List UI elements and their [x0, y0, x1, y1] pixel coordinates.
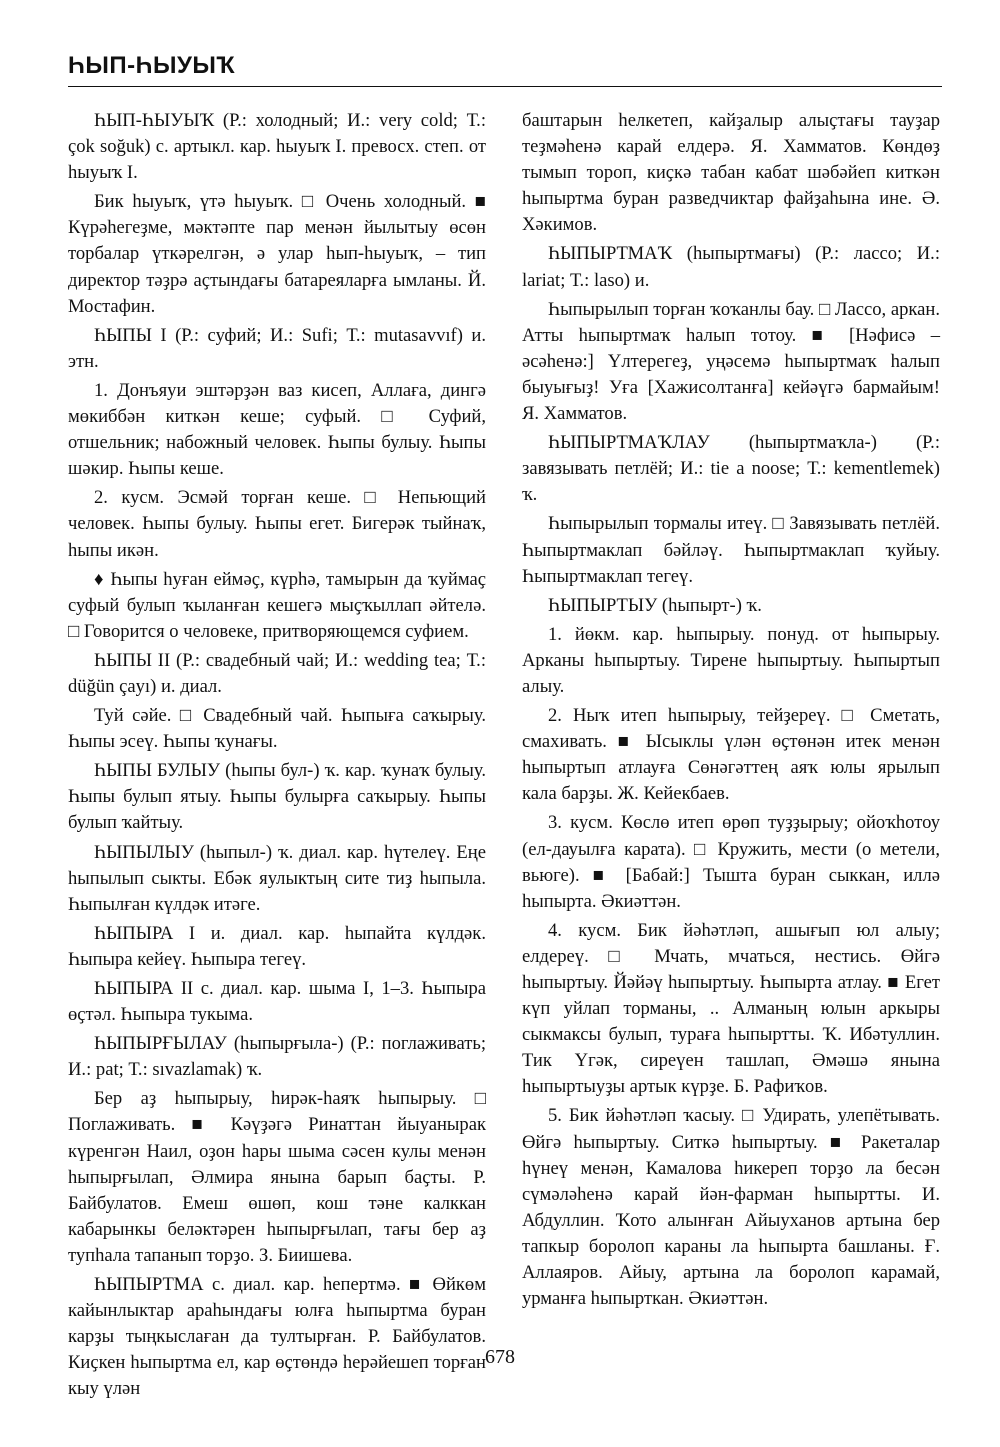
entry-paragraph: Һыпырылып торған ҡоҡанлы бау. □ Лассо, аркан. Атты һыпыртмаҡ һалып тотоу. ■ [Нәфисә – әсәһенә:] Үлтерегеҙ, уңәсемә һыпыртмаҡ һалып быуығыҙ! Уға [Хажисолтанға] кейәүгә бармайым! Я. Хамматов.	[522, 298, 940, 425]
entry-paragraph: Һыпырылып тормалы итеү. □ Завязывать петлёй. Һыпыртмаклап бәйләү. Һыпыртмаклап ҡуйыу. Һыпыртмаклап тегеү.	[522, 513, 940, 587]
entry-paragraph: ҺЫПЫ I (Р.: суфий; И.: Sufi; Т.: mutasavvıf) и. этн.	[68, 324, 486, 372]
entry-paragraph: ҺЫПЫ БУЛЫУ (һыпы бул-) ҡ. кар. ҡунаҡ булыу. Һыпы булып ятыу. Һыпы булырға саҡырыу. Һыпы булып ҡайтыу.	[68, 760, 486, 834]
entry-paragraph: ҺЫП-ҺЫУЫҠ (Р.: холодный; И.: very cold; Т.: çok soğuk) с. артыкл. кар. һыуыҡ I. превосх. степ. от һыуыҡ I.	[68, 110, 486, 184]
entry-paragraph: 5. Бик йәһәтләп ҡасыу. □ Удирать, улепётывать. Өйгә һыпыртыу. Ситкә һыпыртыу. ■ Ракеталар һүнеү менән, Камалова һикереп торҙо ла бесән сүмәләһенә карай йән-фарман һыпыртты. И. Абдуллин. Ҡото алынған Айыуханов артына бер тапкыр боролоп караны ла һыпырта башланы. Ғ. Аллаяров. Айыу, артына ла боролоп карамай, урманға һыпырткан. Әкиәттән.	[522, 1105, 940, 1310]
entry-paragraph: ҺЫПЫРТМАҠ (һыпыртмағы) (Р.: лассо; И.: lariat; Т.: laso) и.	[522, 243, 940, 291]
entry-paragraph: ♦ Һыпы һуған еймәҫ, күрһә, тамырын да ҡуймаҫ суфый булып ҡыланған кешегә мыҫҡыллап әйтелә. □ Говорится о человеке, притворяющемся суфием.	[68, 568, 486, 642]
entry-paragraph: ҺЫПЫРТМА с. диал. кар. һепертмә. ■ Өйкөм кайынлыктар араһындағы юлға һыпыртма буран карҙы тыңкыслаған да тултырған. Р. Байбулатов. Киҫкен һыпыртма ел, кар өҫтөндә һерәйешеп торған кыу үлән	[68, 1274, 486, 1400]
page-number: 678	[485, 1346, 515, 1368]
entry-paragraph: 1. Донъяуи эштәрҙән ваз кисеп, Аллаға, дингә мөкиббән киткән кеше; суфый. □ Суфий, отшельник; набожный человек. Һыпы булыу. Һыпы шәкир. Һыпы кеше.	[68, 379, 486, 480]
entry-paragraph: ҺЫПЫ II (Р.: свадебный чай; И.: wedding tea; Т.: düğün çayı) и. диал.	[68, 649, 486, 697]
entry-paragraph: ҺЫПЫРА II с. диал. кар. шыма I, 1–3. Һыпыра өҫтәл. Һыпыра тукыма.	[68, 978, 486, 1026]
entry-paragraph: ҺЫПЫРА I и. диал. кар. һыпайта күлдәк. Һыпыра кейеү. Һыпыра тегеү.	[68, 922, 486, 970]
entry-paragraph: Бик һыуыҡ, үтә һыуыҡ. □ Очень холодный. ■ Күрәһегеҙме, мәктәпте пар менән йылытыу өсөн торбалар үткәрелгән, ә улар һып-һыуыҡ, – тип директор тәҙрә аҫтындағы батареяларға ымланы. Й. Мостафин.	[68, 191, 486, 317]
entry-paragraph: ҺЫПЫРТМАҠЛАУ (һыпыртмаҡла-) (Р.: завязывать петлёй; И.: tie a noose; Т.: kementlemek) ҡ.	[522, 432, 940, 506]
entry-paragraph: 3. кусм. Көслө итеп өрөп туҙҙырыу; ойоҡһотоу (ел-дауылға карата). □ Кружить, мести (о метели, вьюге). ■ [Бабай:] Тышта буран сыккан, иллә һыпырта. Әкиәттән.	[522, 812, 940, 912]
left-column	[68, 108, 486, 1406]
entry-paragraph: ҺЫПЫЛЫУ (һыпыл-) ҡ. диал. кар. һүтелеү. Еңе һыпылып сыкты. Ебәк яулыктың сите тиҙ һыпыла. Һыпылған күлдәк итәге.	[68, 841, 486, 915]
header-rule	[68, 86, 942, 87]
entry-paragraph: 2. Ныҡ итеп һыпырыу, тейҙереү. □ Сметать, смахивать. ■ Ысыклы үлән өҫтөнән итек менән һыпыртып атлауға Сөнәгәттең аяҡ юлы ярылып кала барҙы. Ж. Кейекбаев.	[522, 705, 940, 805]
entry-paragraph: 1. йөкм. кар. һыпырыу. понуд. от һыпырыу. Арканы һыпыртыу. Тирене һыпыртыу. Һыпыртып алыу.	[522, 623, 940, 697]
entry-paragraph: Бер аҙ һыпырыу, һирәк-һаяҡ һыпырыу. □ Поглаживать. ■ Кәүҙәгә Ринаттан йыуанырак күренгән Наил, оҙон һары шыма сәсен кулы менән һыпырғылап, Әлмира янына барып баҫты. Р. Байбулатов. Емеш өшөп, кош тәне калккан кабарынкы беләктәрен һыпырғылап, тағы бер аҙ тупһала тапанып торҙо. З. Биишева.	[68, 1088, 486, 1266]
entry-paragraph: 2. кусм. Эсмәй торған кеше. □ Непьющий человек. Һыпы булыу. Һыпы егет. Бигерәк тыйнаҡ, һыпы икән.	[68, 487, 486, 561]
running-head: ҺЫП-ҺЫУЫҠ	[68, 52, 236, 79]
entry-paragraph: баштарын һелкетеп, кайҙалыр алыҫтағы тауҙар теҙмәһенә карай елдерә. Я. Хамматов. Көндөҙ тымып тороп, киҫкә табан кабат шәбәйеп киткән һыпыртма буран разведчиктар файҙаһына ине. Ә. Хәкимов.	[522, 110, 940, 236]
entry-paragraph: ҺЫПЫРТЫУ (һыпырт-) ҡ.	[548, 594, 762, 616]
entry-paragraph: Туй сәйе. □ Свадебный чай. Һыпыға саҡырыу. Һыпы эсеү. Һыпы ҡунағы.	[68, 705, 486, 753]
entry-paragraph: ҺЫПЫРҒЫЛАУ (һыпырғыла-) (Р.: поглаживать; И.: pat; Т.: sıvazlamak) ҡ.	[68, 1033, 486, 1081]
right-column	[522, 108, 940, 1315]
entry-paragraph: 4. кусм. Бик йәһәтләп, ашығып юл алыу; елдереү. □ Мчать, мчаться, нестись. Өйгә һыпыртыу. Йәйәү һыпыртыу. Һыпырта атлау. ■ Егет күп уйлап торманы, .. Алманың юлын аркыры сыкмаксы булып, тураға һыпыртты. Ҡ. Ибәтуллин. Тик Үгәк, сиреүен ташлап, Әмәшә янына һыпыртыуҙы артык күрҙе. Б. Рафиҡов.	[522, 919, 940, 1098]
